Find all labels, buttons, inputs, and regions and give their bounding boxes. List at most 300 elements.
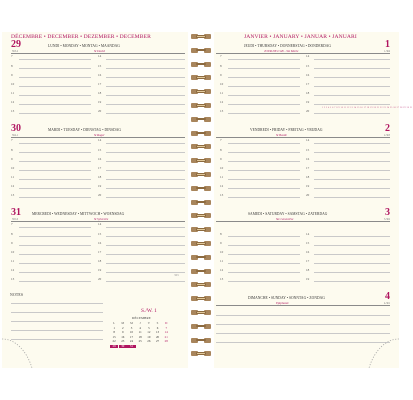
hour-label: 12 <box>11 267 15 272</box>
hour-line <box>106 263 185 264</box>
hour-line <box>106 170 185 171</box>
hour-label: 10 <box>11 249 15 254</box>
month-nl: DECEMBER <box>119 34 151 40</box>
hour-line <box>106 227 185 228</box>
hour-label: 13 <box>11 277 15 281</box>
hour-line <box>19 152 91 153</box>
day-name: JEUDI • THURSDAY • DONNERSTAG • DONDERDAG <box>244 44 332 48</box>
mini-calendar-day: 3 <box>130 325 133 330</box>
month-de: DEZEMBER <box>83 34 115 40</box>
month-en: DECEMBER <box>47 34 79 40</box>
hour-line <box>19 197 91 198</box>
day-separator <box>216 305 390 306</box>
day-name: LUNDI • MONDAY • MONTAG • MAANDAG <box>48 44 120 48</box>
hour-line <box>228 254 300 255</box>
hour-line <box>19 95 91 96</box>
hour-label: 11 <box>220 174 224 179</box>
hour-line <box>228 68 300 69</box>
spiral-wire <box>196 63 206 66</box>
spiral-wire <box>196 76 206 79</box>
mini-calendar-day: 5 <box>148 325 150 330</box>
hour-line <box>19 254 91 255</box>
hour-label: 20 <box>98 193 102 197</box>
hour-line <box>19 104 91 105</box>
day-of-year: 364-1 <box>12 134 19 137</box>
hour-line <box>228 179 300 180</box>
hour-line <box>314 143 390 144</box>
hour-line <box>228 272 300 273</box>
spiral-ring <box>191 324 211 329</box>
spiral-ring <box>191 186 211 191</box>
hour-line <box>19 179 91 180</box>
mini-calendar-day: 22 <box>112 339 116 343</box>
hour-line <box>314 77 390 78</box>
mini-calendar-day: 1 <box>113 325 115 330</box>
notes-line <box>11 339 103 340</box>
spiral-ring <box>191 172 211 177</box>
hour-label: 15 <box>306 240 310 245</box>
saint-name: St David <box>94 49 105 53</box>
hour-line <box>19 113 91 114</box>
mini-calendar-day: 14 <box>164 330 168 334</box>
day-number: 1 <box>385 39 390 50</box>
hour-line <box>19 263 91 264</box>
hour-label: 13 <box>11 109 15 113</box>
hour-label: 13 <box>220 193 224 197</box>
mini-calendar-header: M <box>121 321 125 325</box>
mini-calendar-day: 8 <box>113 330 115 334</box>
hour-line <box>106 236 185 237</box>
day-number: 2 <box>385 123 390 134</box>
hour-line <box>228 152 300 153</box>
hour-label: 8 <box>11 63 13 68</box>
month-header-january: JANVIER • JANUARY • JANUAR • JANUARI <box>244 34 357 40</box>
hour-line <box>314 170 390 171</box>
hour-line <box>228 188 300 189</box>
hour-line <box>314 152 390 153</box>
mini-calendar-day: 21 <box>164 334 168 339</box>
hour-label: 16 <box>306 72 310 77</box>
hour-line <box>106 86 185 87</box>
hour-line <box>228 113 300 114</box>
day-of-year: 4-361 <box>383 302 390 305</box>
hour-label: 8 <box>220 147 222 152</box>
month-header-december: DÉCEMBRE • DECEMBER • DEZEMBER • DECEMBER <box>11 34 151 40</box>
hour-label: 18 <box>98 174 102 179</box>
mini-calendar-day: 6 <box>156 325 159 330</box>
spiral-wire <box>196 256 206 259</box>
hour-label: 18 <box>306 174 310 179</box>
hour-line <box>228 281 300 282</box>
month-progress-dots: 1 2 3 4 5 6 7 8 9 10 11 12 13 14 15 16 17 18 19 20 21 22 23 24 25 26 27 28 29 30 31 <box>322 107 413 109</box>
hour-label: 8 <box>11 147 13 152</box>
hour-label: 20 <box>306 193 310 197</box>
hour-label: 17 <box>98 81 102 86</box>
hour-line <box>106 59 185 60</box>
hour-line <box>106 245 185 246</box>
day-of-year: 2-363 <box>383 134 390 137</box>
month-fr: DÉCEMBRE <box>11 34 43 40</box>
spiral-ring <box>191 310 211 315</box>
day-separator <box>216 137 390 138</box>
hour-label: 17 <box>306 81 310 86</box>
day-name: MERCREDI • WEDNESDAY • MITTWOCH • WOENSDAG <box>32 212 125 216</box>
hour-line <box>106 152 185 153</box>
mini-calendar-month: DÉCEMBRE <box>132 316 151 320</box>
mini-calendar-day: 25 <box>138 339 142 343</box>
spiral-wire <box>196 159 206 162</box>
hour-label: 12 <box>220 267 224 272</box>
hour-label: 18 <box>98 258 102 263</box>
hour-label: 12 <box>220 99 224 104</box>
hour-line <box>314 236 390 237</box>
hour-label: 13 <box>220 109 224 113</box>
hour-line <box>19 77 91 78</box>
day-number: 4 <box>385 291 390 302</box>
mini-calendar-day: 13 <box>155 330 160 334</box>
mini-calendar-day: 26 <box>147 339 151 343</box>
spiral-ring <box>191 62 211 67</box>
day-number: 31 <box>11 207 21 218</box>
hour-line <box>228 59 300 60</box>
day-name: MARDI • TUESDAY • DIENSTAG • DINSDAG <box>48 128 122 132</box>
hour-label: 19 <box>98 99 102 104</box>
hour-line <box>228 143 300 144</box>
left-page <box>2 32 188 368</box>
hour-line <box>106 254 185 255</box>
holiday-name: JOUR DE L'AN - Ste Marie <box>264 49 299 53</box>
hour-line <box>228 245 300 246</box>
hour-label: 16 <box>98 156 102 161</box>
hour-label: 18 <box>306 90 310 95</box>
spiral-wire <box>196 187 206 190</box>
mini-calendar-day: 15 <box>112 334 116 339</box>
mini-calendar-day: 18 <box>138 334 142 339</box>
day-of-year-small: 365 <box>174 273 179 277</box>
spiral-ring <box>191 158 211 163</box>
spiral-ring <box>191 34 211 39</box>
hour-line <box>19 272 91 273</box>
hour-label: 16 <box>98 72 102 77</box>
hour-line <box>314 254 390 255</box>
hour-label: 20 <box>98 109 102 113</box>
hour-line <box>19 236 91 237</box>
hour-label: 9 <box>220 72 222 77</box>
hour-label: 15 <box>306 147 310 152</box>
hour-line <box>314 86 390 87</box>
hour-label: 12 <box>11 183 15 188</box>
mini-calendar-header: M <box>130 321 133 325</box>
hour-line <box>106 188 185 189</box>
hour-line <box>106 179 185 180</box>
spiral-ring <box>191 117 211 122</box>
spiral-ring <box>191 213 211 218</box>
hour-label: 13 <box>11 193 15 197</box>
hour-line <box>314 104 390 105</box>
mini-calendar-day: 2 <box>122 325 124 330</box>
day-of-year: 365-0 <box>12 218 19 221</box>
spiral-ring <box>191 351 211 356</box>
mini-calendar-day: 10 <box>129 330 134 334</box>
hour-line <box>106 95 185 96</box>
day-block <box>214 39 413 121</box>
saint-name: Ste Geneviève <box>276 217 294 221</box>
spiral-wire <box>196 283 206 286</box>
spiral-ring <box>191 89 211 94</box>
hour-label: 10 <box>220 249 224 254</box>
hour-line <box>228 77 300 78</box>
saint-name: St Basile <box>276 133 287 137</box>
spiral-wire <box>196 311 206 314</box>
spiral-ring <box>191 282 211 287</box>
hour-line <box>314 245 390 246</box>
month-fr: JANVIER <box>244 34 269 40</box>
hour-line <box>106 143 185 144</box>
hour-label: 15 <box>98 231 102 236</box>
day-of-year: 363-2 <box>12 50 19 53</box>
saint-name: St Roger <box>94 133 105 137</box>
hour-line <box>106 161 185 162</box>
mini-calendar-day: 23 <box>121 339 125 343</box>
mini-calendar-header: L <box>113 321 116 325</box>
spiral-wire <box>196 118 206 121</box>
hour-line <box>228 86 300 87</box>
hour-label: 14 <box>306 54 310 59</box>
spiral-ring <box>191 75 211 80</box>
hour-label: 17 <box>306 258 310 263</box>
hour-line <box>228 104 300 105</box>
spiral-wire <box>196 242 206 245</box>
spiral-ring <box>191 241 211 246</box>
hour-label: 15 <box>306 63 310 68</box>
mini-calendar-header: D <box>165 321 168 325</box>
decorative-curve-left <box>2 317 188 368</box>
day-number: 3 <box>385 207 390 218</box>
mini-calendar-day: 29 <box>110 345 118 349</box>
hour-label: 12 <box>220 183 224 188</box>
month-en: JANUARY <box>273 34 300 40</box>
hour-label: 7 <box>220 54 222 59</box>
hour-label: 20 <box>98 277 102 281</box>
week-number: S./W. 1 <box>141 308 157 314</box>
day-separator <box>216 221 390 222</box>
spiral-ring <box>191 227 211 232</box>
hour-label: 10 <box>220 81 224 86</box>
spiral-wire <box>196 214 206 217</box>
hour-label: 18 <box>306 267 310 272</box>
mini-calendar-day: 19 <box>147 334 151 339</box>
hour-label: 17 <box>98 165 102 170</box>
spiral-wire <box>196 325 206 328</box>
hour-line <box>19 245 91 246</box>
hour-line <box>314 197 390 198</box>
spiral-ring <box>191 296 211 301</box>
hour-line <box>314 272 390 273</box>
spiral-ring <box>191 103 211 108</box>
hour-label: 18 <box>98 90 102 95</box>
hour-line <box>106 113 185 114</box>
hour-label: 9 <box>220 240 222 245</box>
mini-calendar-day: 11 <box>138 330 142 334</box>
saint-name: Epiphanie <box>276 301 289 305</box>
spiral-wire <box>196 270 206 273</box>
decorative-curve-right <box>214 317 399 368</box>
hour-line <box>228 95 300 96</box>
day-block <box>2 207 188 289</box>
hour-label: 7 <box>220 138 222 143</box>
hour-line <box>106 77 185 78</box>
hour-label: 11 <box>11 258 15 263</box>
day-block <box>2 39 188 121</box>
mini-calendar-day: 7 <box>165 325 167 330</box>
day-block <box>2 123 188 205</box>
day-name: DIMANCHE • SUNDAY • SONNTAG • ZONDAG <box>248 296 325 300</box>
hour-label: 9 <box>11 156 13 161</box>
spiral-wire <box>196 228 206 231</box>
hour-line <box>228 263 300 264</box>
hour-label: 8 <box>11 231 13 236</box>
day-of-year: 3-362 <box>383 218 390 221</box>
hour-line <box>314 59 390 60</box>
mini-calendar-day: 12 <box>147 330 151 334</box>
month-de: JANUAR <box>304 34 328 40</box>
hour-label: 19 <box>98 183 102 188</box>
hour-line <box>19 188 91 189</box>
mini-calendar-header: J <box>139 321 141 325</box>
hour-label: 10 <box>220 165 224 170</box>
hour-line <box>106 281 185 282</box>
hour-label: 10 <box>11 165 15 170</box>
mini-calendar-header: S <box>156 321 159 325</box>
day-number: 30 <box>11 123 21 134</box>
hour-label: 17 <box>98 249 102 254</box>
spiral-wire <box>196 201 206 204</box>
spiral-ring <box>191 255 211 260</box>
hour-line <box>19 281 91 282</box>
hour-label: 16 <box>306 156 310 161</box>
hour-line <box>19 161 91 162</box>
month-nl: JANUARI <box>332 34 357 40</box>
notes-line <box>11 312 103 313</box>
hour-label: 14 <box>98 222 102 227</box>
hour-label: 12 <box>11 99 15 104</box>
hour-label: 10 <box>11 81 15 86</box>
hour-label: 14 <box>306 138 310 143</box>
spiral-wire <box>196 90 206 93</box>
mini-calendar-header: V <box>147 321 150 325</box>
hour-label: 20 <box>306 109 310 113</box>
hour-line <box>228 236 300 237</box>
saint-name: St Sylvestre <box>94 217 109 221</box>
hour-line <box>19 227 91 228</box>
hour-line <box>314 188 390 189</box>
hour-line <box>19 143 91 144</box>
day-name: VENDREDI • FRIDAY • FREITAG • VRIJDAG <box>250 128 323 132</box>
day-block <box>214 123 399 205</box>
hour-label: 15 <box>98 63 102 68</box>
day-block <box>214 207 399 289</box>
mini-calendar-day: 27 <box>155 339 160 343</box>
mini-calendar-day: 30 <box>119 345 127 349</box>
mini-calendar-day: 31 <box>127 345 135 349</box>
hour-label: 9 <box>11 72 13 77</box>
day-number: 29 <box>11 39 21 50</box>
hour-label: 11 <box>11 174 15 179</box>
hour-line <box>228 170 300 171</box>
mini-calendar-day: 20 <box>155 334 160 339</box>
day-of-year: 1-364 <box>383 50 390 53</box>
hour-line <box>106 68 185 69</box>
hour-label: 14 <box>98 138 102 143</box>
right-page <box>214 32 413 368</box>
spiral-ring <box>191 338 211 343</box>
hour-line <box>228 161 300 162</box>
hour-label: 14 <box>306 231 310 236</box>
hour-label: 11 <box>11 90 15 95</box>
spiral-wire <box>196 132 206 135</box>
hour-label: 13 <box>220 277 224 281</box>
hour-label: 8 <box>220 231 222 236</box>
hour-label: 15 <box>98 147 102 152</box>
hour-label: 19 <box>306 183 310 188</box>
hour-label: 19 <box>306 277 310 281</box>
notes-line <box>11 330 103 331</box>
mini-calendar-day: 4 <box>139 325 141 330</box>
hour-label: 16 <box>306 249 310 254</box>
hour-label: 7 <box>11 54 13 59</box>
hour-label: 8 <box>220 63 222 68</box>
notes-line <box>11 303 103 304</box>
hour-label: 9 <box>11 240 13 245</box>
spiral-wire <box>196 49 206 52</box>
hour-label: 19 <box>98 267 102 272</box>
hour-label: 14 <box>98 54 102 59</box>
hour-line <box>314 95 390 96</box>
notes-label: NOTES <box>10 293 24 297</box>
spiral-ring <box>191 269 211 274</box>
hour-label: 9 <box>220 156 222 161</box>
spiral-wire <box>196 352 206 355</box>
hour-line <box>314 161 390 162</box>
day-name: SAMEDI • SATURDAY • SAMSTAG • ZATERDAG <box>248 212 328 216</box>
spiral-wire <box>196 297 206 300</box>
hour-line <box>314 179 390 180</box>
hour-line <box>314 281 390 282</box>
hour-line <box>106 104 185 105</box>
spiral-wire <box>196 173 206 176</box>
mini-calendar-day: 17 <box>129 334 134 339</box>
hour-line <box>314 113 390 114</box>
hour-line <box>314 263 390 264</box>
spiral-ring <box>191 48 211 53</box>
hour-label: 17 <box>306 165 310 170</box>
hour-label: 7 <box>11 222 13 227</box>
spiral-wire <box>196 145 206 148</box>
day-line <box>216 315 390 316</box>
spiral-ring <box>191 131 211 136</box>
hour-line <box>19 86 91 87</box>
hour-label: 7 <box>11 138 13 143</box>
day-separator <box>216 53 390 54</box>
spiral-ring <box>191 144 211 149</box>
spiral-ring <box>191 200 211 205</box>
mini-calendar-day: 9 <box>122 330 124 334</box>
hour-label: 11 <box>220 90 224 95</box>
notes-line <box>11 321 103 322</box>
mini-calendar-day: 16 <box>121 334 125 339</box>
hour-label: 16 <box>98 240 102 245</box>
spiral-wire <box>196 104 206 107</box>
